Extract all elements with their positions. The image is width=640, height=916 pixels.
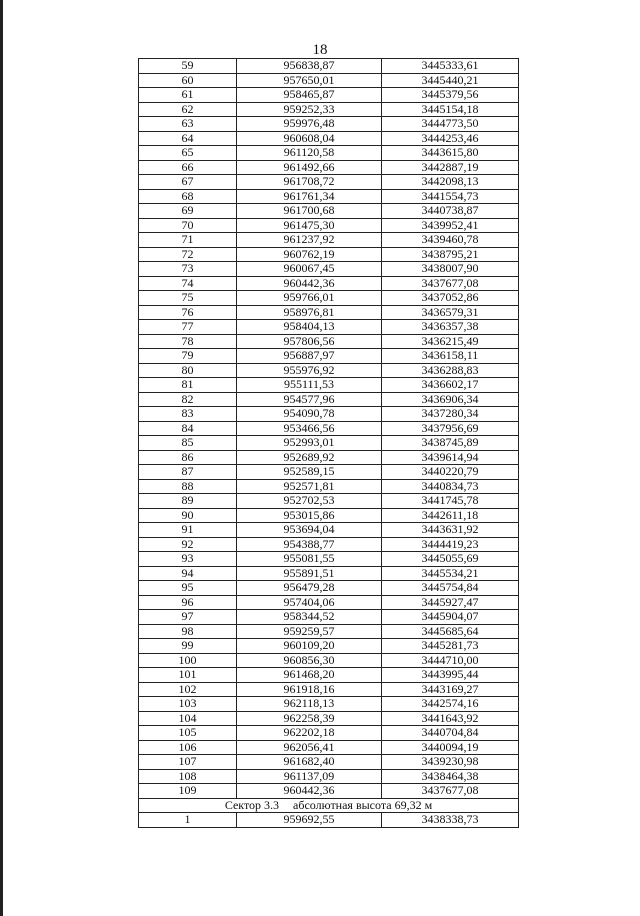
y-coordinate-cell: 3438007,90: [382, 262, 519, 277]
x-coordinate-cell: 956887,97: [237, 349, 382, 364]
x-coordinate-cell: 961492,66: [237, 160, 382, 175]
x-coordinate-cell: 952993,01: [237, 436, 382, 451]
point-number-cell: 108: [139, 769, 237, 784]
table-row: [139, 189, 519, 204]
table-row: [139, 392, 519, 407]
point-number-cell: 72: [139, 247, 237, 262]
y-coordinate-cell: 3445904,07: [382, 610, 519, 625]
y-coordinate-cell: 3438464,38: [382, 769, 519, 784]
y-coordinate-cell: 3438745,89: [382, 436, 519, 451]
y-coordinate-cell: 3440094,19: [382, 740, 519, 755]
point-number-cell: 74: [139, 276, 237, 291]
point-number-cell: 73: [139, 262, 237, 277]
table-row: [139, 465, 519, 480]
point-number-cell: 61: [139, 88, 237, 103]
point-number-cell: 84: [139, 421, 237, 436]
y-coordinate-cell: 3441745,78: [382, 494, 519, 509]
table-row: [139, 740, 519, 755]
y-coordinate-cell: 3443995,44: [382, 668, 519, 683]
y-coordinate-cell: 3439952,41: [382, 218, 519, 233]
x-coordinate-cell: 960109,20: [237, 639, 382, 654]
y-coordinate-cell: 3444419,23: [382, 537, 519, 552]
x-coordinate-cell: 960608,04: [237, 131, 382, 146]
point-number-cell: 70: [139, 218, 237, 233]
point-number-cell: 63: [139, 117, 237, 132]
x-coordinate-cell: 957404,06: [237, 595, 382, 610]
y-coordinate-cell: 3442611,18: [382, 508, 519, 523]
point-number-cell: 65: [139, 146, 237, 161]
y-coordinate-cell: 3441643,92: [382, 711, 519, 726]
table-row: [139, 624, 519, 639]
point-number-cell: 98: [139, 624, 237, 639]
table-row: [139, 349, 519, 364]
x-coordinate-cell: 954577,96: [237, 392, 382, 407]
point-number-cell: 90: [139, 508, 237, 523]
x-coordinate-cell: 952689,92: [237, 450, 382, 465]
x-coordinate-cell: 961700,68: [237, 204, 382, 219]
y-coordinate-cell: 3445685,64: [382, 624, 519, 639]
point-number-cell: 79: [139, 349, 237, 364]
point-number-cell: 69: [139, 204, 237, 219]
point-number-cell: 87: [139, 465, 237, 480]
table-row: [139, 59, 519, 74]
point-number-cell: 76: [139, 305, 237, 320]
table-row: [139, 378, 519, 393]
point-number-cell: 83: [139, 407, 237, 422]
sector-altitude: абсолютная высота 69,32 м: [293, 798, 433, 812]
y-coordinate-cell: 3445534,21: [382, 566, 519, 581]
x-coordinate-cell: 958976,81: [237, 305, 382, 320]
y-coordinate-cell: 3440738,87: [382, 204, 519, 219]
table-row: [139, 595, 519, 610]
y-coordinate-cell: 3445055,69: [382, 552, 519, 567]
y-coordinate-cell: 3437956,69: [382, 421, 519, 436]
point-number-cell: 64: [139, 131, 237, 146]
point-number-cell: 92: [139, 537, 237, 552]
coordinates-table: [138, 58, 519, 828]
table-row: [139, 479, 519, 494]
y-coordinate-cell: 3443169,27: [382, 682, 519, 697]
y-coordinate-cell: 3439230,98: [382, 755, 519, 770]
table-row: [139, 784, 519, 799]
table-row: [139, 653, 519, 668]
y-coordinate-cell: 3442574,16: [382, 697, 519, 712]
point-number-cell: 59: [139, 59, 237, 74]
point-number-cell: 1: [139, 813, 237, 828]
y-coordinate-cell: 3441554,73: [382, 189, 519, 204]
scan-edge: [0, 0, 3, 916]
table-row: [139, 610, 519, 625]
table-row: [139, 262, 519, 277]
y-coordinate-cell: 3444710,00: [382, 653, 519, 668]
x-coordinate-cell: 952589,15: [237, 465, 382, 480]
point-number-cell: 109: [139, 784, 237, 799]
point-number-cell: 102: [139, 682, 237, 697]
point-number-cell: 78: [139, 334, 237, 349]
x-coordinate-cell: 962118,13: [237, 697, 382, 712]
table-row: [139, 726, 519, 741]
x-coordinate-cell: 955891,51: [237, 566, 382, 581]
x-coordinate-cell: 956479,28: [237, 581, 382, 596]
table-row: [139, 755, 519, 770]
table-row: [139, 566, 519, 581]
table-row: [139, 639, 519, 654]
x-coordinate-cell: 953694,04: [237, 523, 382, 538]
x-coordinate-cell: 959766,01: [237, 291, 382, 306]
point-number-cell: 88: [139, 479, 237, 494]
table-row: [139, 813, 519, 828]
table-row: [139, 320, 519, 335]
table-row: [139, 552, 519, 567]
sector-label: Сектор 3.3: [224, 798, 280, 812]
point-number-cell: 106: [139, 740, 237, 755]
point-number-cell: 81: [139, 378, 237, 393]
y-coordinate-cell: 3437677,08: [382, 784, 519, 799]
y-coordinate-cell: 3436215,49: [382, 334, 519, 349]
table-row: [139, 247, 519, 262]
point-number-cell: 104: [139, 711, 237, 726]
point-number-cell: 95: [139, 581, 237, 596]
table-row: [139, 450, 519, 465]
y-coordinate-cell: 3445154,18: [382, 102, 519, 117]
table-row: [139, 276, 519, 291]
point-number-cell: 71: [139, 233, 237, 248]
x-coordinate-cell: 961682,40: [237, 755, 382, 770]
point-number-cell: 91: [139, 523, 237, 538]
x-coordinate-cell: 959692,55: [237, 813, 382, 828]
table-row: [139, 436, 519, 451]
point-number-cell: 82: [139, 392, 237, 407]
x-coordinate-cell: 961475,30: [237, 218, 382, 233]
x-coordinate-cell: 961761,34: [237, 189, 382, 204]
table-row: [139, 146, 519, 161]
sector-header-row: [139, 798, 519, 813]
x-coordinate-cell: 952571,81: [237, 479, 382, 494]
table-row: [139, 407, 519, 422]
y-coordinate-cell: 3444253,46: [382, 131, 519, 146]
x-coordinate-cell: 961468,20: [237, 668, 382, 683]
y-coordinate-cell: 3436357,38: [382, 320, 519, 335]
x-coordinate-cell: 957806,56: [237, 334, 382, 349]
y-coordinate-cell: 3440220,79: [382, 465, 519, 480]
x-coordinate-cell: 960442,36: [237, 276, 382, 291]
table-row: [139, 204, 519, 219]
point-number-cell: 75: [139, 291, 237, 306]
y-coordinate-cell: 3443615,80: [382, 146, 519, 161]
x-coordinate-cell: 953015,86: [237, 508, 382, 523]
point-number-cell: 99: [139, 639, 237, 654]
x-coordinate-cell: 954090,78: [237, 407, 382, 422]
y-coordinate-cell: 3445754,84: [382, 581, 519, 596]
point-number-cell: 86: [139, 450, 237, 465]
point-number-cell: 96: [139, 595, 237, 610]
x-coordinate-cell: 961918,16: [237, 682, 382, 697]
x-coordinate-cell: 958344,52: [237, 610, 382, 625]
x-coordinate-cell: 959252,33: [237, 102, 382, 117]
point-number-cell: 89: [139, 494, 237, 509]
point-number-cell: 62: [139, 102, 237, 117]
x-coordinate-cell: 961708,72: [237, 175, 382, 190]
y-coordinate-cell: 3445379,56: [382, 88, 519, 103]
y-coordinate-cell: 3438795,21: [382, 247, 519, 262]
point-number-cell: 93: [139, 552, 237, 567]
point-number-cell: 60: [139, 73, 237, 88]
point-number-cell: 67: [139, 175, 237, 190]
x-coordinate-cell: 960067,45: [237, 262, 382, 277]
table-row: [139, 581, 519, 596]
table-row: [139, 682, 519, 697]
table-row: [139, 711, 519, 726]
point-number-cell: 97: [139, 610, 237, 625]
table-row: [139, 88, 519, 103]
table-row: [139, 233, 519, 248]
x-coordinate-cell: 952702,53: [237, 494, 382, 509]
point-number-cell: 77: [139, 320, 237, 335]
x-coordinate-cell: 962056,41: [237, 740, 382, 755]
y-coordinate-cell: 3436288,83: [382, 363, 519, 378]
table-row: [139, 697, 519, 712]
x-coordinate-cell: 961237,92: [237, 233, 382, 248]
table-row: [139, 160, 519, 175]
table-row: [139, 131, 519, 146]
point-number-cell: 94: [139, 566, 237, 581]
x-coordinate-cell: 954388,77: [237, 537, 382, 552]
y-coordinate-cell: 3445333,61: [382, 59, 519, 74]
y-coordinate-cell: 3443631,92: [382, 523, 519, 538]
point-number-cell: 103: [139, 697, 237, 712]
x-coordinate-cell: 960856,30: [237, 653, 382, 668]
y-coordinate-cell: 3442098,13: [382, 175, 519, 190]
x-coordinate-cell: 962202,18: [237, 726, 382, 741]
x-coordinate-cell: 955081,55: [237, 552, 382, 567]
table-row: [139, 102, 519, 117]
y-coordinate-cell: 3439614,94: [382, 450, 519, 465]
y-coordinate-cell: 3436906,34: [382, 392, 519, 407]
x-coordinate-cell: 959976,48: [237, 117, 382, 132]
y-coordinate-cell: 3440704,84: [382, 726, 519, 741]
table-row: [139, 305, 519, 320]
sector-header-cell: [139, 798, 519, 813]
x-coordinate-cell: 958465,87: [237, 88, 382, 103]
table-row: [139, 175, 519, 190]
table-row: [139, 508, 519, 523]
x-coordinate-cell: 955111,53: [237, 378, 382, 393]
table-row: [139, 769, 519, 784]
point-number-cell: 107: [139, 755, 237, 770]
x-coordinate-cell: 960762,19: [237, 247, 382, 262]
y-coordinate-cell: 3438338,73: [382, 813, 519, 828]
y-coordinate-cell: 3440834,73: [382, 479, 519, 494]
point-number-cell: 100: [139, 653, 237, 668]
x-coordinate-cell: 956838,87: [237, 59, 382, 74]
point-number-cell: 66: [139, 160, 237, 175]
x-coordinate-cell: 960442,36: [237, 784, 382, 799]
x-coordinate-cell: 958404,13: [237, 320, 382, 335]
x-coordinate-cell: 962258,39: [237, 711, 382, 726]
table-row: [139, 537, 519, 552]
y-coordinate-cell: 3445281,73: [382, 639, 519, 654]
y-coordinate-cell: 3437280,34: [382, 407, 519, 422]
y-coordinate-cell: 3444773,50: [382, 117, 519, 132]
point-number-cell: 101: [139, 668, 237, 683]
y-coordinate-cell: 3445440,21: [382, 73, 519, 88]
table-row: [139, 218, 519, 233]
y-coordinate-cell: 3439460,78: [382, 233, 519, 248]
table-row: [139, 668, 519, 683]
x-coordinate-cell: 953466,56: [237, 421, 382, 436]
x-coordinate-cell: 959259,57: [237, 624, 382, 639]
y-coordinate-cell: 3436579,31: [382, 305, 519, 320]
point-number-cell: 68: [139, 189, 237, 204]
y-coordinate-cell: 3436602,17: [382, 378, 519, 393]
page-number: 18: [312, 42, 328, 58]
point-number-cell: 85: [139, 436, 237, 451]
point-number-cell: 105: [139, 726, 237, 741]
x-coordinate-cell: 957650,01: [237, 73, 382, 88]
y-coordinate-cell: 3436158,11: [382, 349, 519, 364]
y-coordinate-cell: 3437052,86: [382, 291, 519, 306]
table-row: [139, 117, 519, 132]
table-row: [139, 73, 519, 88]
table-row: [139, 291, 519, 306]
table-row: [139, 363, 519, 378]
point-number-cell: 80: [139, 363, 237, 378]
y-coordinate-cell: 3437677,08: [382, 276, 519, 291]
y-coordinate-cell: 3445927,47: [382, 595, 519, 610]
x-coordinate-cell: 961120,58: [237, 146, 382, 161]
coordinates-table-body: [139, 59, 519, 828]
x-coordinate-cell: 961137,09: [237, 769, 382, 784]
table-row: [139, 421, 519, 436]
x-coordinate-cell: 955976,92: [237, 363, 382, 378]
table-row: [139, 334, 519, 349]
y-coordinate-cell: 3442887,19: [382, 160, 519, 175]
table-row: [139, 494, 519, 509]
table-row: [139, 523, 519, 538]
